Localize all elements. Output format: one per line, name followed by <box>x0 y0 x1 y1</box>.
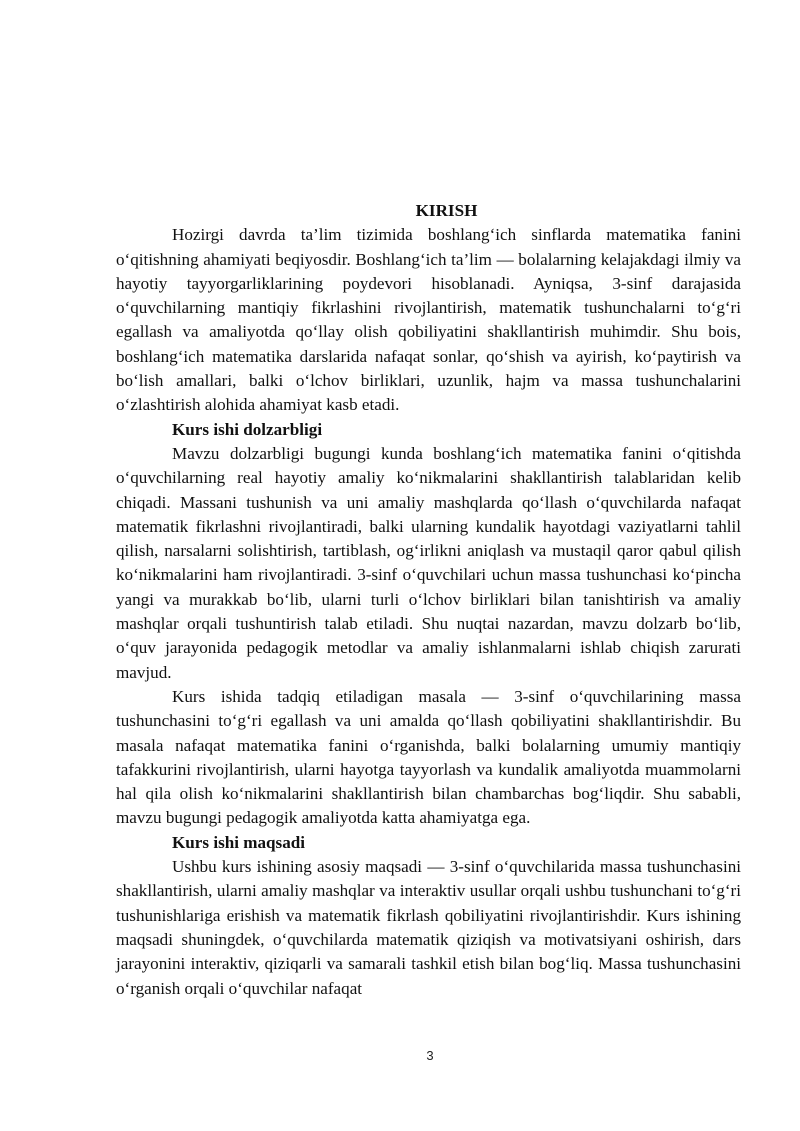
page-title: KIRISH <box>415 201 478 220</box>
section-heading-relevance: Kurs ishi dolzarbligi <box>172 419 323 439</box>
page-number: 3 <box>426 1048 434 1063</box>
section-heading-goal: Kurs ishi maqsadi <box>172 832 305 852</box>
goal-paragraph-1: Ushbu kurs ishining asosiy maqsadi — 3-sinf o‘quvchilarida massa tushunchasini shakllantirish, ularni amaliy mashqlar va interaktiv usullar orqali ushbu tushunchani to‘g‘ri tushunishlariga erishish va matematik fikrlash qobiliyatini rivojlantirishdir. Kurs ishining maqsadi shuningdek, o‘quvchilarda matematik qiziqish va motivatsiyani oshirish, dars jarayonini interaktiv, qiziqarli va samarali tashkil etish bilan bog‘liq. Massa tushunchasini o‘rganish orqali o‘quvchilar nafaqat <box>116 857 741 998</box>
relevance-paragraph-1: Mavzu dolzarbligi bugungi kunda boshlang‘ich matematika fanini o‘qitishda o‘quvchilarning real hayotiy amaliy ko‘nikmalarini shakllantirish talablaridan kelib chiqadi. Massani tushunish va uni amaliy mashqlarda qo‘llash o‘quvchilarda nafaqat matematik fikrlashni rivojlantiradi, balki ularning kundalik hayotdagi vaziyatlarni tahlil qilish, narsalarni solishtirish, tartiblash, og‘irlikni aniqlash va mustaqil qaror qabul qilish ko‘nikmalarini ham rivojlantiradi. 3-sinf o‘quvchilari uchun massa tushunchasi ko‘pincha yangi va murakkab bo‘lib, ularni turli o‘lchov birliklari bilan tanishtirish va amaliy mashqlar orqali tushuntirish talab etiladi. Shu nuqtai nazardan, mavzu dolzarb bo‘lib, o‘quv jarayonida pedagogik metodlar va amaliy ishlanmalarni ishlab chiqish zarurati mavjud. <box>116 443 741 682</box>
intro-paragraph: Hozirgi davrda ta’lim tizimida boshlang‘ich sinflarda matematika fanini o‘qitishning ahamiyati beqiyosdir. Boshlang‘ich ta’lim — bolalarning kelajakdagi ilmiy va hayotiy tayyorgarliklarining poydevori hisoblanadi. Ayniqsa, 3-sinf darajasida o‘quvchilarning mantiqiy fikrlashini rivojlantirish, matematik tushunchalarni to‘g‘ri egallash va amaliyotda qo‘llay olish qobiliyatini shakllantirish muhimdir. Shu bois, boshlang‘ich matematika darslarida nafaqat sonlar, qo‘shish va ayirish, ko‘paytirish va bo‘lish amallari, balki o‘lchov birliklari, uzunlik, hajm va massa tushunchalarini o‘zlashtirish alohida ahamiyat kasb etadi. <box>116 225 741 415</box>
relevance-paragraph-2: Kurs ishida tadqiq etiladigan masala — 3-sinf o‘quvchilarining massa tushunchasini to‘g‘ri egallash va uni amalda qo‘llash qobiliyatini shakllantirishdir. Bu masala nafaqat matematika fanini o‘rganishda, balki bolalarning umumiy mantiqiy tafakkurini rivojlantirish, ularni hayotga tayyorlash va kundalik amaliyotda muammolarni hal qila olish ko‘nikmalarini shakllantirish bilan chambarchas bog‘liqdir. Shu sababli, mavzu bugungi pedagogik amaliyotda katta ahamiyatga ega. <box>116 686 741 828</box>
page-content <box>116 199 741 1001</box>
